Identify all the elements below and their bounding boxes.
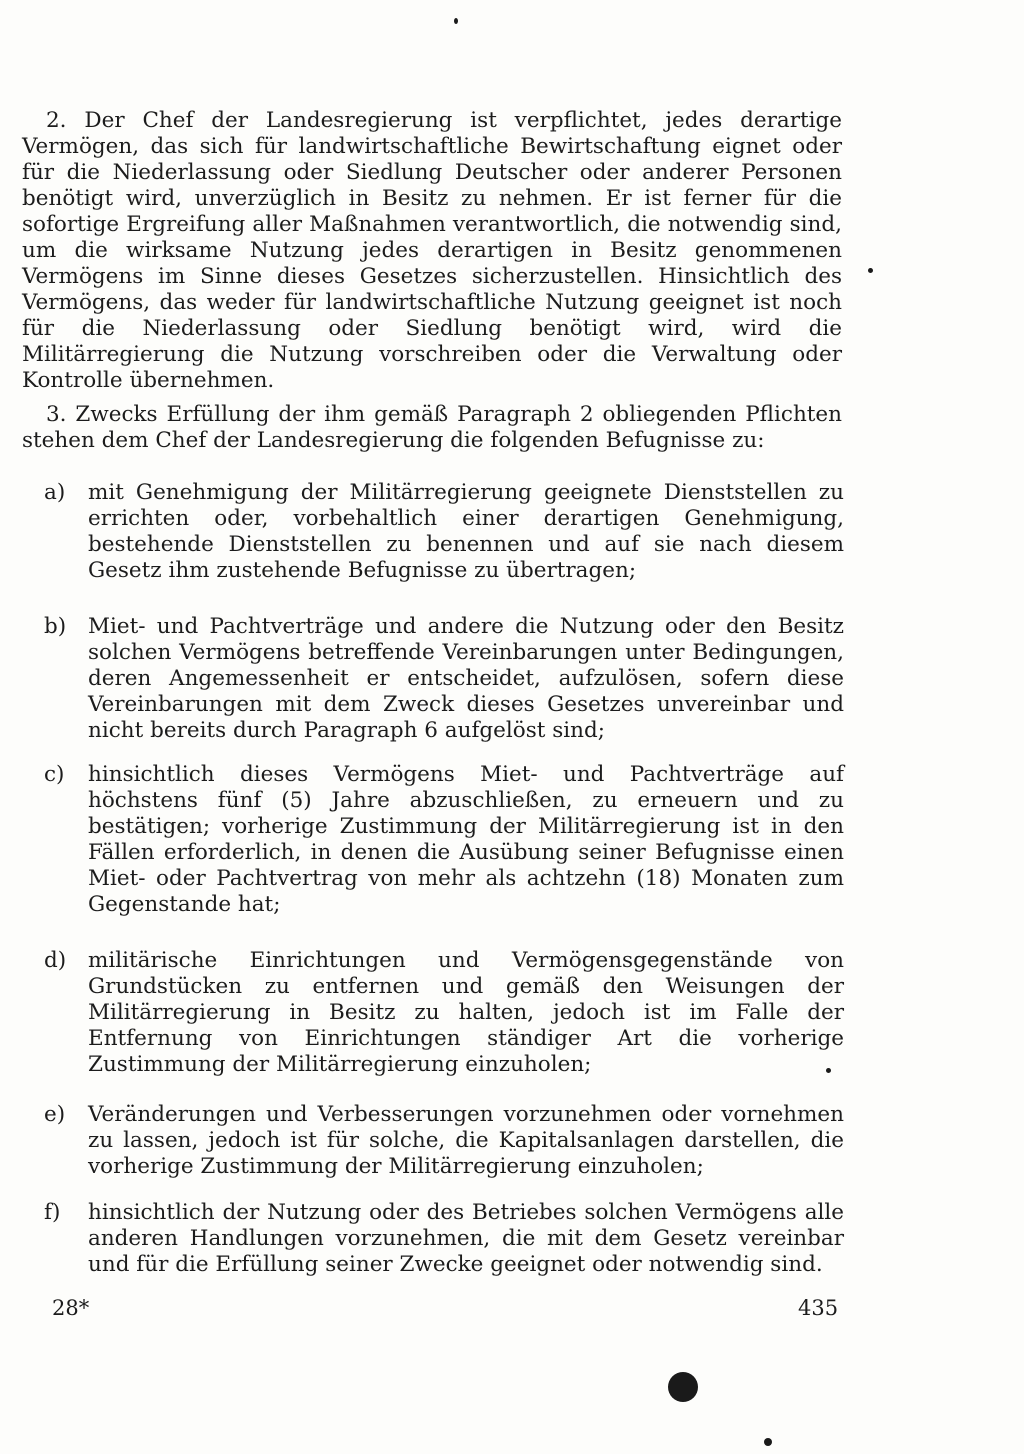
list-item-c: [44, 762, 844, 918]
ink-speck: [454, 18, 458, 24]
list-item-label: e): [44, 1102, 66, 1127]
page-number: 435: [798, 1296, 839, 1320]
list-item-label: b): [44, 614, 67, 639]
section-paragraph-2: [22, 108, 842, 394]
list-item-text: mit Genehmigung der Militärregierung geeignete Dienststellen zu errichten oder, vorbehaltlich einer derartigen Genehmigung, bestehende Dienststellen zu benennen und auf sie nach diesem Gesetz ihm zustehende Befugnisse zu übertragen;: [88, 480, 844, 583]
paragraph-2-text: 2. Der Chef der Landesregierung ist verpflichtet, jedes derartige Vermögen, das sich für landwirtschaftliche Bewirtschaftung eignet oder für die Niederlassung oder Siedlung Deutscher oder anderer Personen benötigt wird, unverzüglich in Besitz zu nehmen. Er ist ferner für die sofortige Ergreifung aller Maßnahmen verantwortlich, die notwendig sind, um die wirksame Nutzung jedes derartigen in Besitz genommenen Vermögens im Sinne dieses Gesetzes sicherzustellen. Hinsichtlich des Vermögens, das weder für landwirtschaftliche Nutzung geeignet ist noch für die Niederlassung oder Siedlung benötigt wird, wird die Militärregierung die Nutzung vorschreiben oder die Verwaltung oder Kontrolle übernehmen.: [22, 108, 842, 393]
list-item-label: f): [44, 1200, 61, 1225]
ink-speck: [826, 1068, 831, 1073]
signature-mark: 28*: [52, 1296, 90, 1320]
list-item-e: [44, 1102, 844, 1180]
list-item-label: a): [44, 480, 66, 505]
list-item-text: Veränderungen und Verbesserungen vorzunehmen oder vornehmen zu lassen, jedoch ist für solche, die Kapitalsanlagen darstellen, die vorherige Zustimmung der Militärregierung einzuholen;: [88, 1102, 844, 1179]
list-item-text: militärische Einrichtungen und Vermögensgegenstände von Grundstücken zu entfernen und gemäß den Weisungen der Militärregierung in Besitz zu halten, jedoch ist im Falle der Entfernung von Einrichtungen ständiger Art die vorherige Zustimmung der Militärregierung einzuholen;: [88, 948, 844, 1077]
ink-speck: [764, 1438, 772, 1446]
list-item-label: c): [44, 762, 65, 787]
list-item-f: [44, 1200, 844, 1278]
list-item-text: hinsichtlich dieses Vermögens Miet- und Pachtverträge auf höchstens fünf (5) Jahre abzuschließen, zu erneuern und zu bestätigen; vorherige Zustimmung der Militärregierung ist in den Fällen erforderlich, in denen die Ausübung seiner Befugnisse einen Miet- oder Pachtvertrag von mehr als achtzehn (18) Monaten zum Gegenstande hat;: [88, 762, 844, 917]
paragraph-3-text: 3. Zwecks Erfüllung der ihm gemäß Paragraph 2 obliegenden Pflichten stehen dem Chef der Landesregierung die folgenden Befugnisse zu:: [22, 402, 842, 453]
list-item-a: [44, 480, 844, 584]
list-item-b: [44, 614, 844, 744]
section-paragraph-3: [22, 402, 842, 454]
ink-blot: [668, 1372, 698, 1402]
list-item-label: d): [44, 948, 67, 973]
list-item-text: Miet- und Pachtverträge und andere die Nutzung oder den Besitz solchen Vermögens betreffende Vereinbarungen unter Bedingungen, deren Angemessenheit er entscheidet, aufzulösen, sofern diese Vereinbarungen mit dem Zweck dieses Gesetzes unvereinbar und nicht bereits durch Paragraph 6 aufgelöst sind;: [88, 614, 844, 743]
ink-speck: [868, 268, 873, 273]
list-item-d: [44, 948, 844, 1078]
list-item-text: hinsichtlich der Nutzung oder des Betriebes solchen Vermögens alle anderen Handlungen vorzunehmen, die mit dem Gesetz vereinbar und für die Erfüllung seiner Zwecke geeignet oder notwendig sind.: [88, 1200, 844, 1277]
